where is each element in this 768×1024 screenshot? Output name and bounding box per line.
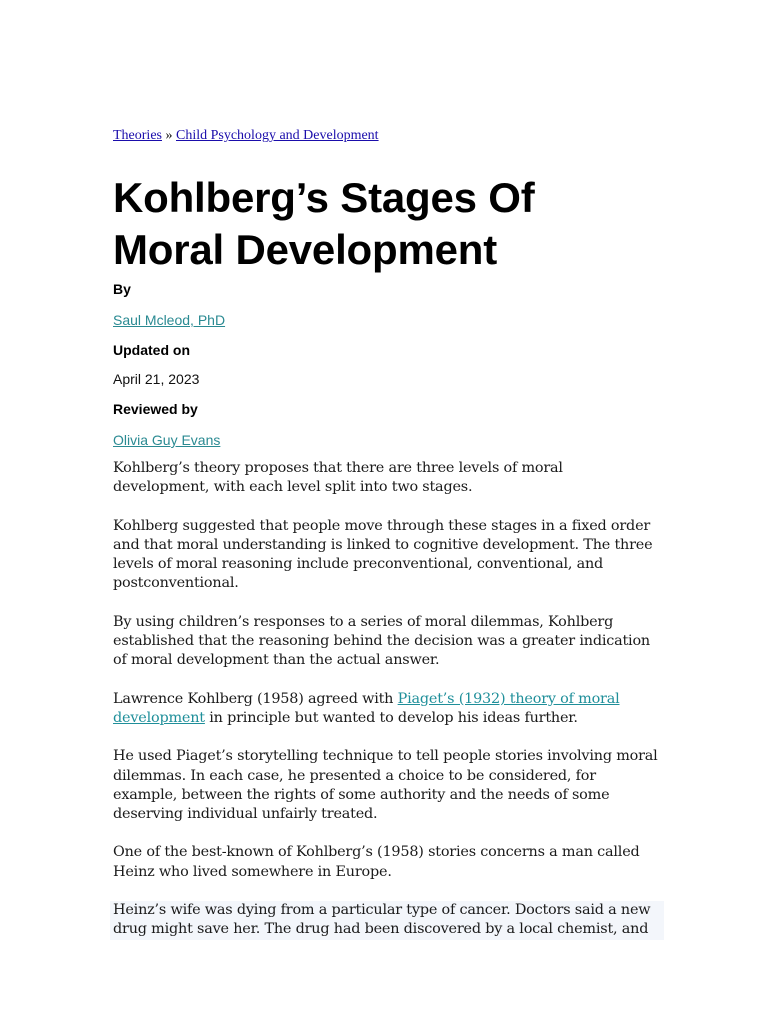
breadcrumb-separator: » xyxy=(165,128,173,143)
by-label: By xyxy=(113,281,131,297)
author-block xyxy=(113,280,658,329)
breadcrumb xyxy=(113,126,658,146)
title-line-2: Moral Development xyxy=(113,226,498,273)
reviewed-label: Reviewed by xyxy=(113,401,198,417)
paragraph-4-text-start: Lawrence Kohlberg (1958) agreed with xyxy=(113,690,398,707)
paragraph-5: He used Piaget’s storytelling technique to tell people stories involving moral dilemmas. In each case, he presented a choice to be considered, for example, between the rights of some authority and the needs of some deserving individual unfairly treated. xyxy=(113,748,658,823)
breadcrumb-link-child-psychology[interactable]: Child Psychology and Development xyxy=(175,128,379,143)
page-title xyxy=(113,172,658,276)
article-body xyxy=(113,459,658,940)
paragraph-4 xyxy=(113,690,658,729)
paragraph-2: Kohlberg suggested that people move through these stages in a fixed order and that moral understanding is linked to cognitive development. The three levels of moral reasoning include preconventional, conventional, and postconventional. xyxy=(113,517,653,592)
paragraph-6: One of the best-known of Kohlberg’s (1958) stories concerns a man called Heinz who lived somewhere in Europe. xyxy=(113,844,640,880)
updated-block xyxy=(113,341,658,388)
reviewer-link[interactable]: Olivia Guy Evans xyxy=(113,432,221,448)
author-link[interactable]: Saul Mcleod, PhD xyxy=(113,312,226,328)
piaget-theory-link[interactable]: Piaget’s (1932) theory of moral development xyxy=(113,690,620,726)
reviewer-block xyxy=(113,400,658,449)
updated-date: April 21, 2023 xyxy=(113,371,200,387)
paragraph-7: Heinz’s wife was dying from a particular type of cancer. Doctors said a new drug might save her. The drug had been discovered by a local chemist, and xyxy=(110,901,664,940)
breadcrumb-link-theories[interactable]: Theories xyxy=(113,128,162,143)
article-meta xyxy=(113,280,658,449)
updated-label: Updated on xyxy=(113,342,190,358)
paragraph-4-text-end: in principle but wanted to develop his ideas further. xyxy=(204,709,578,726)
paragraph-1: Kohlberg’s theory proposes that there are three levels of moral development, with each level split into two stages. xyxy=(113,460,563,496)
article-content xyxy=(113,126,658,959)
title-line-1: Kohlberg’s Stages Of xyxy=(113,174,535,221)
paragraph-3: By using children’s responses to a series of moral dilemmas, Kohlberg established that the reasoning behind the decision was a greater indication of moral development than the actual answer. xyxy=(113,613,650,669)
